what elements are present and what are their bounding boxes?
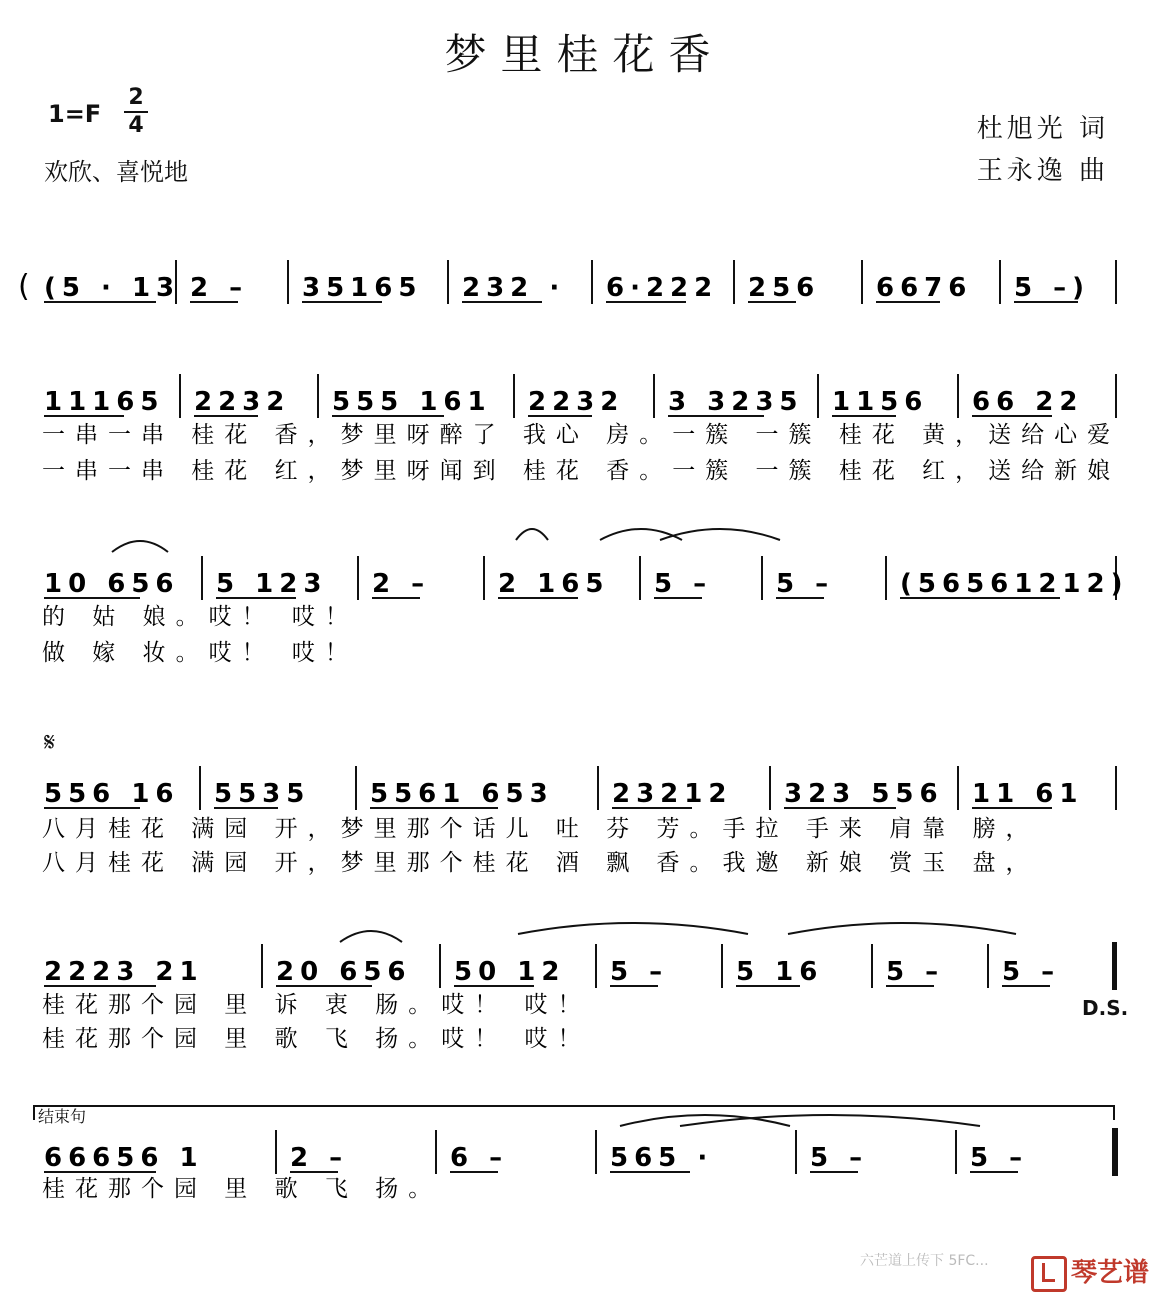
measure-notes: 5 – bbox=[776, 569, 835, 599]
slur-arc bbox=[788, 923, 1016, 934]
measure-notes: 5 123 bbox=[216, 569, 328, 599]
time-signature-top: 2 bbox=[128, 85, 144, 110]
measure-notes: 50 12 bbox=[454, 957, 566, 987]
measure-notes: 5 – bbox=[1002, 957, 1061, 987]
measure-notes: 5535 bbox=[214, 779, 311, 809]
measure-notes: 10 656 bbox=[44, 569, 180, 599]
measure-notes: 2223 21 bbox=[44, 957, 204, 987]
slur-arc bbox=[516, 529, 548, 540]
measure-notes: 556 16 bbox=[44, 779, 180, 809]
measure-notes: 11165 bbox=[44, 387, 165, 417]
slur-arc bbox=[518, 923, 748, 934]
tempo-mark: 欢欣、喜悦地 bbox=[44, 158, 188, 186]
measure-notes: (56561212) bbox=[900, 569, 1129, 599]
measure-notes: 5 –) bbox=[1014, 273, 1091, 303]
slur-arc bbox=[600, 529, 682, 540]
measure-notes: 5 – bbox=[886, 957, 945, 987]
lyric-line: 的 姑 娘。哎！ 哎！ bbox=[42, 604, 358, 630]
score-rows bbox=[18, 260, 1129, 1202]
measure-notes: 256 bbox=[748, 273, 821, 303]
measure-notes: 66 22 bbox=[972, 387, 1084, 417]
lyric-line: 一串一串 桂花 红，梦里呀闻到 桂花 香。一簇 一簇 桂花 红，送给新娘 bbox=[42, 458, 1121, 484]
lyric-line: 做 嫁 妆。哎！ 哎！ bbox=[42, 640, 358, 666]
lyric-line: 桂花那个园 里 歌 飞 扬。 bbox=[42, 1176, 442, 1202]
measure-notes: 5 16 bbox=[736, 957, 824, 987]
measure-notes: 6676 bbox=[876, 273, 973, 303]
final-barline bbox=[1112, 1128, 1118, 1176]
measure-notes: 555 161 bbox=[332, 387, 492, 417]
measure-notes: 1156 bbox=[832, 387, 929, 417]
ending-bracket bbox=[34, 1106, 1114, 1120]
intro-paren: ( bbox=[18, 269, 30, 304]
measure-notes: 35165 bbox=[302, 273, 423, 303]
song-title: 梦里桂花香 bbox=[444, 30, 725, 79]
measure-notes: 2 – bbox=[290, 1143, 349, 1173]
measure-notes: 2 – bbox=[372, 569, 431, 599]
lyric-line: 桂花那个园 里 歌 飞 扬。哎！ 哎！ bbox=[42, 1026, 591, 1052]
measure-notes: 20 656 bbox=[276, 957, 412, 987]
measure-notes: 2 – bbox=[190, 273, 249, 303]
measure-notes: 66656 1 bbox=[44, 1143, 204, 1173]
measure-notes: 2232 bbox=[194, 387, 291, 417]
slur-arc bbox=[680, 1115, 980, 1126]
lyric-line: 八月桂花 满园 开，梦里那个桂花 酒 飘 香。我邀 新娘 赏玉 盘， bbox=[42, 850, 1039, 876]
repeat-barline bbox=[1112, 942, 1117, 990]
measure-notes: 323 556 bbox=[784, 779, 944, 809]
measure-notes: 5 – bbox=[654, 569, 713, 599]
measure-notes: 5 – bbox=[970, 1143, 1029, 1173]
site-watermark-text: 琴艺谱 bbox=[1070, 1258, 1149, 1288]
measure-notes: 23212 bbox=[612, 779, 733, 809]
lyric-line: 一串一串 桂花 香，梦里呀醉了 我心 房。一簇 一簇 桂花 黄，送给心爱 bbox=[42, 422, 1121, 448]
lyric-line: 桂花那个园 里 诉 衷 肠。哎！ 哎！ bbox=[42, 992, 591, 1018]
faint-watermark: 六芒道上传下 5FC... bbox=[860, 1253, 989, 1269]
composer-credit: 王永逸 曲 bbox=[976, 156, 1109, 186]
measure-notes: 232 · bbox=[462, 273, 566, 303]
logo-icon bbox=[1031, 1256, 1067, 1292]
measure-notes: 5 – bbox=[610, 957, 669, 987]
ending-label: 结束句 bbox=[38, 1107, 87, 1126]
measure-notes: 6·222 bbox=[606, 273, 719, 303]
site-watermark bbox=[1031, 1252, 1149, 1292]
measure-notes: 5 – bbox=[810, 1143, 869, 1173]
lyric-line: 八月桂花 满园 开，梦里那个话儿 吐 芬 芳。手拉 手来 肩靠 膀， bbox=[42, 816, 1039, 842]
lyricist-credit: 杜旭光 词 bbox=[976, 114, 1109, 144]
measure-notes: 6 – bbox=[450, 1143, 509, 1173]
segno-sign: 𝄋 bbox=[44, 728, 56, 758]
measure-notes: 565 · bbox=[610, 1143, 714, 1173]
key-signature-text: 1=F bbox=[48, 100, 102, 128]
measure-notes: (5 · 13 bbox=[44, 273, 181, 303]
measure-notes: 3 3235 bbox=[668, 387, 804, 417]
measure-notes: 2232 bbox=[528, 387, 625, 417]
measure-notes: 2 165 bbox=[498, 569, 610, 599]
time-signature-bottom: 4 bbox=[128, 113, 144, 138]
measure-notes: 11 61 bbox=[972, 779, 1084, 809]
ds-label: D.S. bbox=[1082, 996, 1129, 1020]
slur-arc bbox=[112, 541, 168, 552]
measure-notes: 5561 653 bbox=[370, 779, 554, 809]
slur-arc bbox=[340, 931, 402, 942]
